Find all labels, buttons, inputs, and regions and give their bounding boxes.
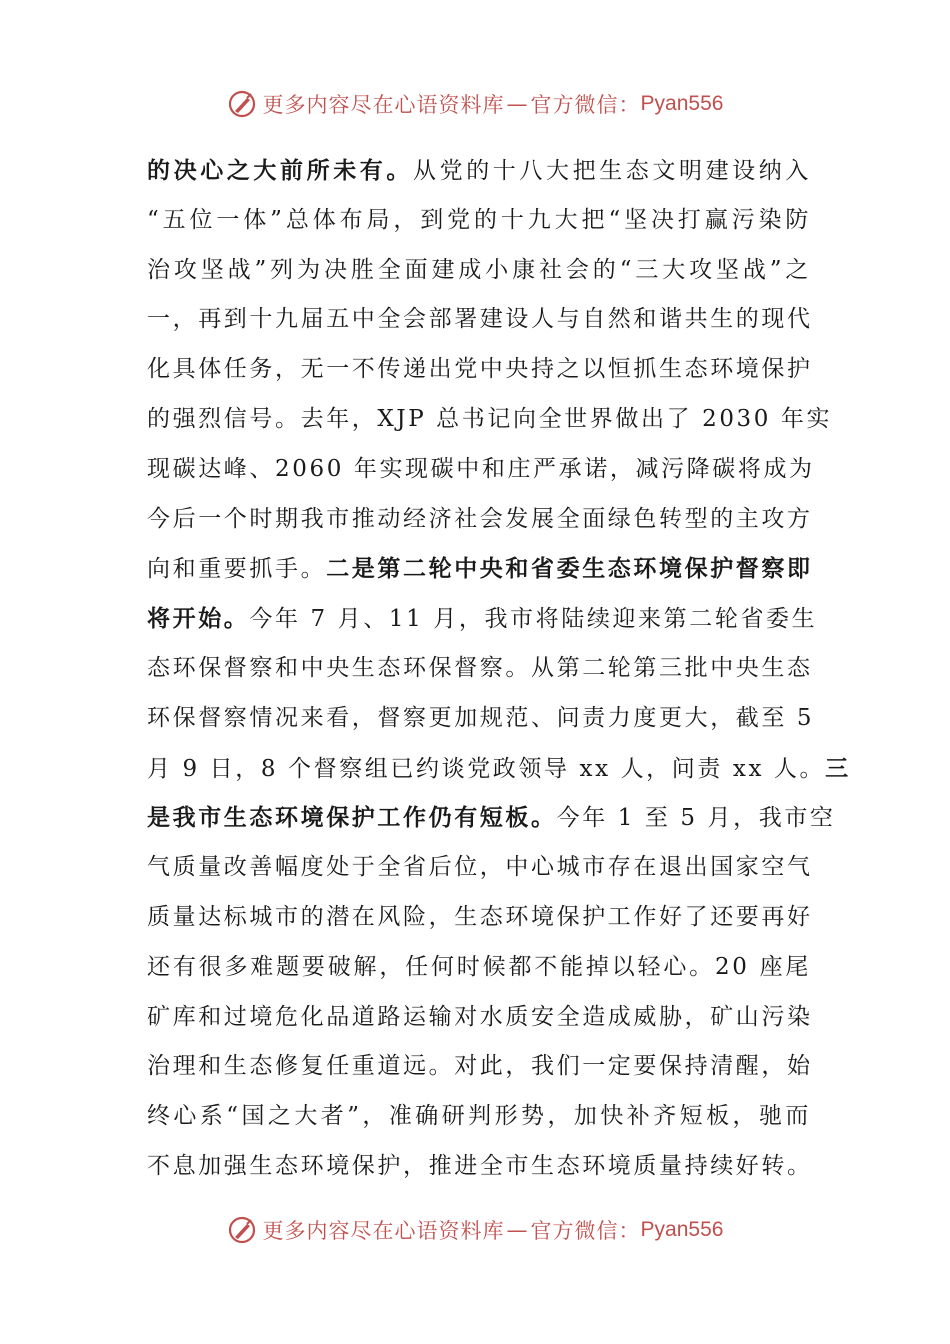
text-line xyxy=(147,395,833,445)
text-line xyxy=(147,295,811,345)
text-segment: 从党的十八大把生态文明建设纳入 xyxy=(413,158,811,184)
bold-text-segment: 三 xyxy=(825,754,851,782)
text-segment: “五位一体”总体布局，到党的十九大把“坚决打赢污染防 xyxy=(147,206,811,233)
text-line xyxy=(147,594,818,644)
text-line xyxy=(147,744,851,794)
text-line xyxy=(147,146,811,196)
text-segment: 环保督察情况来看，督察更加规范、问责力度更大，截至 5 xyxy=(147,704,815,731)
bold-text-segment: 二是第二轮中央和省委生态环境保护督察即 xyxy=(326,555,813,583)
text-line xyxy=(147,993,811,1043)
text-line xyxy=(147,1042,811,1092)
banner-wechat-id: Pyan556 xyxy=(640,92,724,115)
bold-text-segment: 的决心之大前所未有。 xyxy=(147,157,413,184)
text-line xyxy=(147,246,811,296)
text-segment: 不息加强生态环境保护，推进全市生态环境质量持续好转。 xyxy=(147,1152,813,1179)
footer-banner xyxy=(0,1210,950,1250)
text-line xyxy=(147,843,811,893)
banner-site: 更多内容尽在心语资料库 xyxy=(262,93,505,117)
text-line xyxy=(147,445,815,495)
text-line xyxy=(147,694,815,744)
text-line xyxy=(147,544,811,594)
document-body xyxy=(147,146,851,1192)
text-line xyxy=(147,1142,811,1192)
text-line xyxy=(147,196,811,246)
quill-logo-icon xyxy=(227,89,257,119)
text-segment: 矿库和过境危化品道路运输对水质安全造成威胁，矿山污染 xyxy=(147,1003,813,1030)
text-segment: 气质量改善幅度处于全省后位，中心城市存在退出国家空气 xyxy=(147,854,813,881)
text-line xyxy=(147,943,811,993)
text-segment: 向和重要抓手。 xyxy=(147,556,327,583)
banner-dash: — xyxy=(506,92,529,116)
bold-text-segment: 将开始。 xyxy=(147,605,250,633)
text-segment: 态环保督察和中央生态环保督察。从第二轮第三批中央生态 xyxy=(147,654,813,681)
text-segment: 现碳达峰、2060 年实现碳中和庄严承诺，减污降碳将成为 xyxy=(147,455,815,482)
text-line xyxy=(147,793,836,843)
text-segment: 今后一个时期我市推动经济社会发展全面绿色转型的主攻方 xyxy=(147,505,813,532)
bold-text-segment: 是我市生态环境保护工作仍有短板。 xyxy=(147,804,557,832)
text-line xyxy=(147,644,811,694)
text-segment: 化具体任务，无一不传递出党中央持之以恒抓生态环境保护 xyxy=(147,356,813,383)
banner-wechat-id: Pyan556 xyxy=(640,1218,724,1241)
text-segment: 治攻坚战”列为决胜全面建成小康社会的“三大攻坚战”之 xyxy=(147,256,811,283)
text-segment: 还有很多难题要破解，任何时候都不能掉以轻心。20 座尾 xyxy=(147,953,811,980)
header-banner xyxy=(0,84,950,124)
text-segment: 治理和生态修复任重道远。对此，我们一定要保持清醒，始 xyxy=(147,1053,813,1080)
banner-dash: — xyxy=(506,1218,529,1242)
text-line xyxy=(147,893,811,943)
banner-wechat-label: 官方微信： xyxy=(530,93,641,117)
banner-site: 更多内容尽在心语资料库 xyxy=(262,1219,505,1243)
text-line xyxy=(147,345,811,395)
text-segment: 今年 7 月、11 月，我市将陆续迎来第二轮省委生 xyxy=(249,606,818,633)
banner-wechat-label: 官方微信： xyxy=(530,1219,641,1243)
text-segment: 终心系“国之大者”，准确研判形势，加快补齐短板，驰而 xyxy=(147,1103,811,1130)
text-segment: 今年 1 至 5 月，我市空 xyxy=(556,805,836,832)
text-segment: 质量达标城市的潜在风险，生态环境保护工作好了还要再好 xyxy=(147,903,813,930)
text-segment: 月 9 日，8 个督察组已约谈党政领导 xx 人，问责 xx 人。 xyxy=(147,755,826,782)
text-line xyxy=(147,495,811,545)
quill-logo-icon xyxy=(227,1215,257,1245)
text-segment: 的强烈信号。去年，XJP 总书记向全世界做出了 2030 年实 xyxy=(147,405,833,432)
text-segment: 一，再到十九届五中全会部署建设人与自然和谐共生的现代 xyxy=(147,306,813,333)
text-line xyxy=(147,1092,811,1142)
